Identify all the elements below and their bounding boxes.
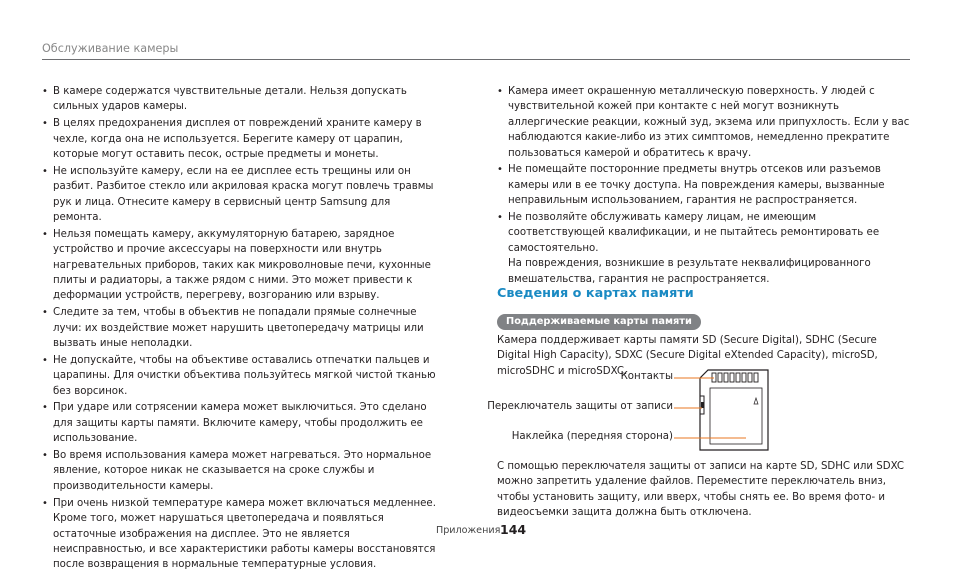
- right-bullet-list: [497, 84, 911, 287]
- list-item: • При ударе или сотрясении камера может выключиться. Это сделано для защиты карты памяти. Включите камеру, чтобы продолжить ее использование.: [42, 400, 442, 446]
- callout-sticker-label: Наклейка (передняя сторона): [511, 431, 673, 442]
- list-item: • В целях предохранения дисплея от повреждений храните камеру в чехле, когда она не используется. Берегите камеру от царапин, которые могут оставить песок, острые предметы и монеты.: [42, 116, 442, 162]
- left-column: [42, 84, 442, 574]
- list-item-text: Не помещайте посторонние предметы внутрь отсеков или разъемов камеры или в ее точку доступа. На повреждения камеры, вызванные неправильным использованием, гарантия не распространяется.: [508, 164, 885, 207]
- header-divider: [42, 59, 910, 60]
- list-item: • Следите за тем, чтобы в объектив не попадали прямые солнечные лучи: их воздействие может нарушить цветопередачу матрицы или вызвать иные неполадки.: [42, 305, 442, 351]
- memory-intro-text: Камера поддерживает карты памяти SD (Secure Digital), SDHC (Secure Digital High Capacity), SDXC (Secure Digital eXtended Capacity), microSD, microSDHC и microSDXC.: [497, 335, 878, 377]
- list-item: • Не используйте камеру, если на ее дисплее есть трещины или он разбит. Разбитое стекло или акриловая краска могут повлечь травмы рук и лица. Отнесите камеру в сервисный центр Samsung для ремонта.: [42, 164, 442, 226]
- list-item: [497, 162, 911, 208]
- sd-card-diagram: [670, 366, 780, 454]
- page-number: 144: [500, 522, 527, 537]
- write-protect-text: С помощью переключателя защиты от записи на карте SD, SDHC или SDXC можно запретить удаление файлов. Переместите переключатель вниз, чтобы установить защиту, или вверх, чтобы снять ее. Во время фото- и видеосъемки защита должна быть отключена.: [497, 461, 904, 519]
- list-item: [497, 210, 911, 287]
- list-item-text: Камера имеет окрашенную металлическую поверхность. У людей с чувствительной кожей при контакте с ней могут возникнуть аллергические реакции, кожный зуд, экзема или припухлость. Если у вас наблюдаются какие-либо из этих симптомов, немедленно прекратите пользоваться камерой и обратитесь к врачу.: [508, 86, 910, 159]
- subsection-badge: Поддерживаемые карты памяти: [497, 314, 701, 330]
- page-header: Обслуживание камеры: [42, 42, 179, 55]
- list-item: • В камере содержатся чувствительные детали. Нельзя допускать сильных ударов камеры.: [42, 84, 442, 115]
- list-item-note: На повреждения, возникшие в результате неквалифицированного вмешательства, гарантия не распространяется.: [508, 258, 871, 285]
- list-item-text: Не позволяйте обслуживать камеру лицам, не имеющим соответствующей квалификации, и не пытайтесь ремонтировать ее самостоятельно.: [508, 212, 880, 254]
- list-item: [497, 84, 911, 161]
- left-bullet-list: [42, 84, 442, 573]
- right-column: [497, 84, 911, 288]
- list-item: • Во время использования камера может нагреваться. Это нормальное явление, которое никак не сказывается на сроке службы и производительности камеры.: [42, 448, 442, 494]
- list-item: • При очень низкой температуре камера может включаться медленнее. Кроме того, может нарушаться цветопередача и появляться остаточные изображения на дисплее. Это не является неисправностью, и все характеристики работы камеры восстановятся после возвращения в нормальные температурные условия.: [42, 496, 442, 573]
- footer-section-label: Приложения: [436, 525, 501, 536]
- list-item: • Нельзя помещать камеру, аккумуляторную батарею, зарядное устройство и прочие аксессуары на поверхности или внутрь нагревательных приборов, таких как микроволновые печи, кухонные плиты и радиаторы, а также рядом с ними. Это может привести к деформации устройств, перегреву, возгоранию или взрыву.: [42, 227, 442, 304]
- list-item: • Не допускайте, чтобы на объективе оставались отпечатки пальцев и царапины. Для очистки объектива пользуйтесь мягкой чистой тканью без ворсинок.: [42, 353, 442, 399]
- callout-write-protect-label: Переключатель защиты от записи: [487, 401, 673, 412]
- callout-contacts-label: Контакты: [620, 371, 673, 382]
- section-title: Сведения о картах памяти: [497, 286, 694, 301]
- write-protect-slider: [701, 402, 704, 408]
